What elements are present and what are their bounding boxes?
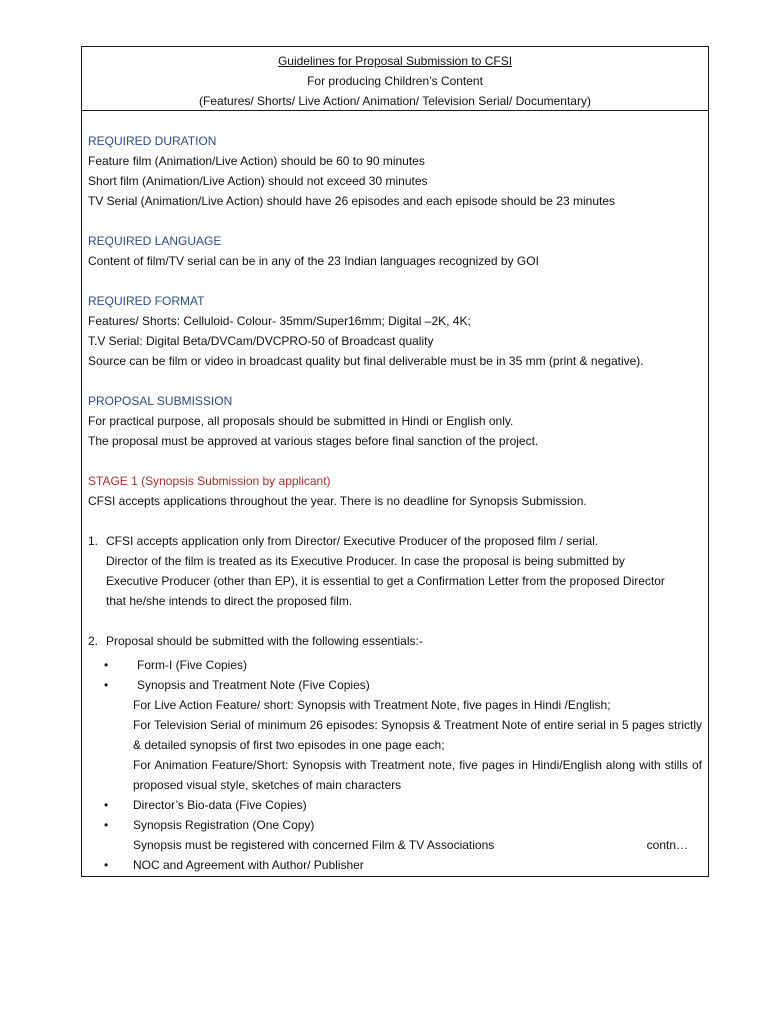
item-number: 1.	[88, 534, 99, 548]
text-line: Director of the film is treated as its Executive Producer. In case the proposal is being submitted by	[106, 554, 625, 568]
continued-marker: contn…	[646, 838, 688, 852]
text-line: CFSI accepts application only from Director/ Executive Producer of the proposed film / serial.	[106, 534, 599, 548]
text-line: Short film (Animation/Live Action) should not exceed 30 minutes	[88, 174, 428, 188]
sub-text: Synopsis must be registered with concerned Film & TV Associations	[133, 838, 495, 852]
list-item-text: Director’s Bio-data (Five Copies)	[133, 798, 307, 812]
section-duration	[88, 131, 702, 211]
bullet-icon: •	[104, 858, 109, 872]
section-heading: REQUIRED DURATION	[88, 134, 217, 148]
section-heading: REQUIRED FORMAT	[88, 294, 205, 308]
section-proposal	[88, 391, 702, 451]
sub-text: For Live Action Feature/ short: Synopsis with Treatment Note, five pages in Hindi /English;	[133, 698, 611, 712]
text-line: Source can be film or video in broadcast quality but final deliverable must be in 35 mm (print & negative).	[88, 354, 644, 368]
section-heading: STAGE 1 (Synopsis Submission by applicant)	[88, 474, 331, 488]
numbered-item-1	[88, 531, 702, 611]
list-item-text: Synopsis Registration (One Copy)	[133, 818, 315, 832]
text-line: Features/ Shorts: Celluloid- Colour- 35mm/Super16mm; Digital –2K, 4K;	[88, 314, 471, 328]
text-line: that he/she intends to direct the proposed film.	[106, 594, 353, 608]
list-item	[88, 815, 702, 835]
section-heading: PROPOSAL SUBMISSION	[88, 394, 233, 408]
sub-text-row	[88, 835, 702, 855]
section-language	[88, 231, 702, 271]
text-line: T.V Serial: Digital Beta/DVCam/DVCPRO-50 of Broadcast quality	[88, 334, 434, 348]
list-item-text: Synopsis and Treatment Note (Five Copies)	[137, 678, 370, 692]
section-format	[88, 291, 702, 371]
text-line: Content of film/TV serial can be in any of the 23 Indian languages recognized by GOI	[88, 254, 539, 268]
text-line: For practical purpose, all proposals should be submitted in Hindi or English only.	[88, 414, 514, 428]
numbered-item-2	[88, 631, 702, 875]
bullet-icon: •	[104, 798, 109, 812]
text-line: Proposal should be submitted with the following essentials:-	[106, 634, 423, 648]
list-item	[88, 675, 702, 695]
item-number: 2.	[88, 634, 99, 648]
text-line: Executive Producer (other than EP), it is essential to get a Confirmation Letter from the proposed Director	[106, 574, 665, 588]
bullet-icon: •	[104, 658, 109, 672]
list-item	[88, 855, 702, 875]
section-heading: REQUIRED LANGUAGE	[88, 234, 222, 248]
bullet-icon: •	[104, 678, 109, 692]
text-line: CFSI accepts applications throughout the year. There is no deadline for Synopsis Submission.	[88, 494, 587, 508]
list-item	[88, 795, 702, 815]
list-item-text: NOC and Agreement with Author/ Publisher	[133, 858, 364, 872]
list-item	[88, 655, 702, 675]
text-line: The proposal must be approved at various stages before final sanction of the project.	[88, 434, 539, 448]
sub-text: For Animation Feature/Short: Synopsis with Treatment note, five pages in Hindi/English along with stills of proposed visual style, sketches of main characters	[133, 758, 702, 792]
document-frame	[81, 46, 709, 877]
document-header	[82, 47, 708, 111]
sub-text: For Television Serial of minimum 26 episodes: Synopsis & Treatment Note of entire serial in 5 pages strictly & detailed synopsis of first two episodes in one page each;	[133, 718, 702, 752]
text-line: Feature film (Animation/Live Action) should be 60 to 90 minutes	[88, 154, 425, 168]
list-item-text: Form-I (Five Copies)	[137, 658, 248, 672]
essentials-list	[88, 655, 702, 875]
bullet-icon: •	[104, 818, 109, 832]
content-categories: (Features/ Shorts/ Live Action/ Animation/ Television Serial/ Documentary)	[199, 94, 591, 108]
section-stage1	[88, 471, 702, 511]
document-subtitle: For producing Children’s Content	[307, 74, 483, 88]
text-line: TV Serial (Animation/Live Action) should have 26 episodes and each episode should be 23 minutes	[88, 194, 615, 208]
document-body	[82, 111, 708, 875]
document-title: Guidelines for Proposal Submission to CFSI	[277, 54, 513, 68]
